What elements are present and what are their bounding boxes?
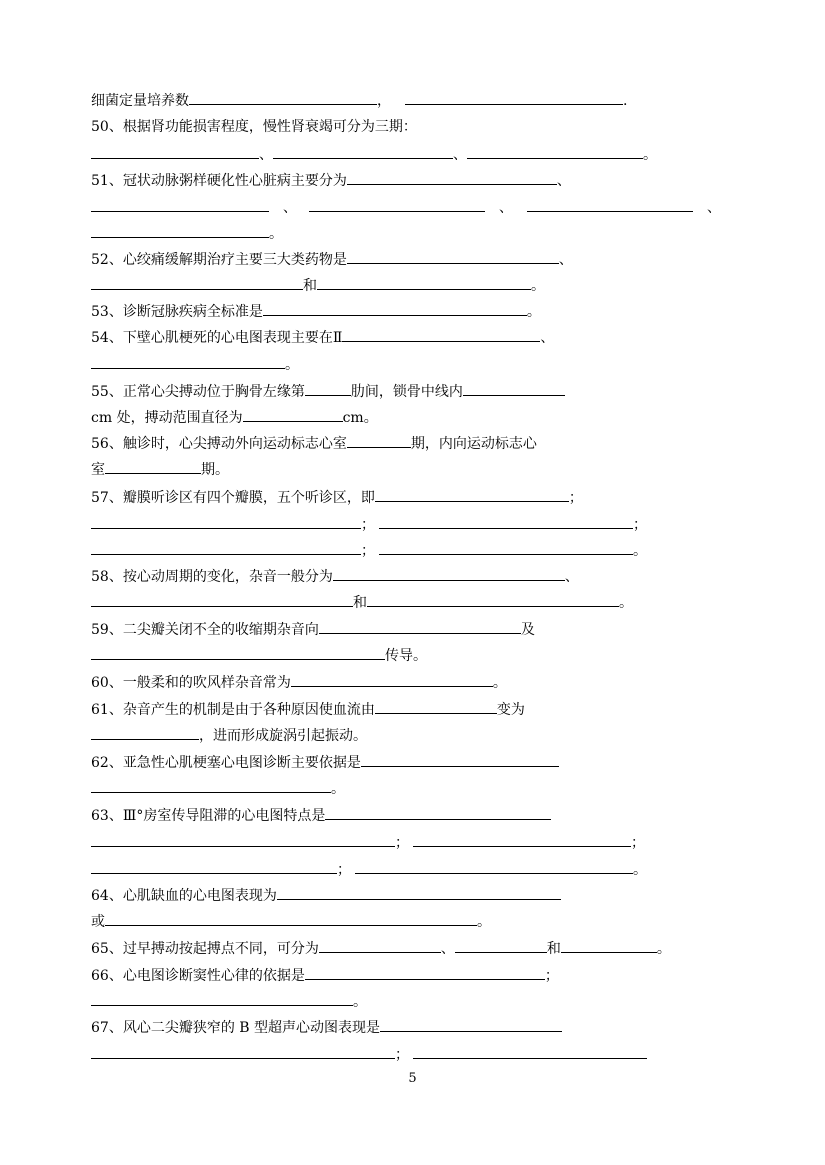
question-text: ； (395, 1047, 409, 1063)
question-text: 。 (285, 357, 299, 373)
blank[interactable] (291, 673, 493, 687)
question-text: ； (361, 517, 375, 533)
q58-line-1 (91, 567, 579, 585)
q54-line-2 (91, 355, 299, 373)
q61-line-2 (91, 726, 367, 744)
blank[interactable] (91, 198, 269, 212)
question-text: 和 (303, 278, 317, 294)
blank[interactable] (467, 145, 643, 159)
question-text: 。 (633, 862, 647, 878)
question-text: 51、冠状动脉粥样硬化性心脏病主要分为 (91, 173, 347, 189)
question-text: 55、正常心尖搏动位于胸骨左缘第 (91, 384, 305, 400)
question-text: ； (337, 862, 351, 878)
q61-line-1 (91, 700, 525, 718)
question-text: 60、一般柔和的吹风样杂音常为 (91, 675, 291, 691)
question-text: 变为 (496, 702, 525, 718)
question-text: 传导。 (385, 648, 427, 664)
question-text: 、 (440, 941, 455, 957)
question-text: 64、心肌缺血的心电图表现为 (91, 888, 277, 904)
q52-line-2 (91, 276, 545, 294)
q52-line-1 (91, 250, 573, 268)
blank[interactable] (91, 276, 303, 290)
question-text: ； (568, 490, 583, 506)
blank[interactable] (91, 355, 285, 369)
blank[interactable] (319, 620, 521, 634)
question-text: ； (633, 517, 647, 533)
q60-line-1 (91, 673, 507, 691)
question-text: 。 (643, 147, 657, 163)
question-text: 室 (91, 462, 105, 478)
blank[interactable] (405, 91, 623, 105)
question-text: 及 (520, 622, 535, 638)
blank[interactable] (273, 145, 453, 159)
question-text: 63、Ⅲ°房室传导阻滞的心电图特点是 (91, 808, 326, 824)
question-text: 61、杂音产生的机制是由于各种原因使血流由 (91, 702, 375, 718)
question-text: 。 (526, 304, 541, 320)
question-text: 65、过早搏动按起搏点不同，可分为 (91, 941, 319, 957)
question-text: ， (377, 93, 391, 109)
q66-line-1 (91, 966, 559, 984)
q54-line-1 (91, 328, 554, 346)
blank[interactable] (91, 224, 269, 238)
question-text: 、 (259, 147, 273, 163)
blank[interactable] (355, 860, 633, 874)
question-text: 56、触诊时，心尖搏动外向运动标志心室 (91, 436, 347, 452)
q63-line-3 (91, 860, 647, 878)
q55-line-1 (91, 382, 565, 400)
question-text: 。 (633, 543, 647, 559)
blank[interactable] (277, 886, 561, 900)
q57-line-1 (91, 488, 583, 506)
blank[interactable] (105, 460, 201, 474)
blank[interactable] (305, 382, 351, 396)
blank[interactable] (91, 779, 331, 793)
q50-line-2 (91, 145, 657, 163)
blank[interactable] (91, 646, 385, 660)
blank[interactable] (463, 382, 565, 396)
question-text: ，进而形成旋涡引起振动。 (199, 728, 367, 744)
question-text: 53、诊断冠脉疾病全标准是 (91, 304, 263, 320)
q55-line-2 (91, 408, 378, 426)
question-text: 59、二尖瓣关闭不全的收缩期杂音向 (91, 622, 319, 638)
blank[interactable] (413, 1045, 647, 1059)
blank[interactable] (342, 328, 540, 342)
question-text: 肋间，锁骨中线内 (350, 384, 463, 400)
q56-line-2 (91, 460, 229, 478)
blank[interactable] (379, 541, 633, 555)
blank[interactable] (347, 250, 559, 264)
blank[interactable] (375, 700, 497, 714)
question-text: 57、瓣膜听诊区有四个瓣膜，五个听诊区，即 (91, 490, 375, 506)
q49-line-1 (91, 91, 627, 109)
question-text: 期。 (201, 462, 229, 478)
question-text: 、 (499, 200, 513, 216)
blank[interactable] (91, 515, 361, 529)
q59-line-2 (91, 646, 427, 664)
question-text: 和 (353, 595, 367, 611)
question-text: 50、根据肾功能损害程度，慢性肾衰竭可分为三期： (91, 119, 417, 135)
blank[interactable] (347, 171, 557, 185)
question-text: 。 (353, 994, 367, 1010)
question-text: 54、下壁心肌梗死的心电图表现主要在Ⅱ (91, 330, 343, 346)
question-text: 67、风心二尖瓣狭窄的 B 型超声心动图表现是 (91, 1020, 381, 1036)
blank[interactable] (305, 966, 545, 980)
blank[interactable] (309, 198, 485, 212)
question-text: 。 (656, 941, 671, 957)
question-text: 。 (269, 226, 283, 242)
q63-line-2 (91, 833, 645, 851)
question-text: 期，内向运动标志心 (410, 436, 537, 452)
question-text: 。 (331, 781, 345, 797)
q59-line-1 (91, 620, 535, 638)
q57-line-3 (91, 541, 647, 559)
q58-line-2 (91, 593, 633, 611)
question-text: 、 (283, 200, 297, 216)
question-text: 和 (546, 941, 561, 957)
blank[interactable] (325, 806, 551, 820)
question-text: 。 (619, 595, 633, 611)
question-text: 66、心电图诊断窦性心律的依据是 (91, 968, 305, 984)
q63-line-1 (91, 806, 551, 824)
blank[interactable] (317, 276, 531, 290)
q67-line-1 (91, 1018, 562, 1036)
question-text: 细菌定量培养数 (91, 93, 189, 109)
question-text: ； (395, 835, 409, 851)
q62-line-2 (91, 779, 345, 797)
blank[interactable] (105, 912, 477, 926)
blank[interactable] (243, 408, 343, 422)
question-text: ； (361, 543, 375, 559)
question-text: 。 (477, 914, 491, 930)
question-text: cm 处，搏动范围直径为 (91, 410, 243, 426)
question-text: 58、按心动周期的变化，杂音一般分为 (91, 569, 333, 585)
blank[interactable] (367, 593, 619, 607)
question-text: 52、心绞痛缓解期治疗主要三大类药物是 (91, 252, 347, 268)
q53-line-1 (91, 302, 541, 320)
q56-line-1 (91, 434, 537, 452)
blank[interactable] (91, 833, 395, 847)
q65-line-1 (91, 939, 671, 957)
blank[interactable] (91, 726, 199, 740)
question-text: 、 (556, 173, 571, 189)
page-number: 5 (408, 1071, 417, 1086)
question-text: 、 (558, 252, 573, 268)
q51-line-1 (91, 171, 571, 189)
question-text: 。 (492, 675, 507, 691)
q50-line-1 (91, 118, 417, 136)
q62-line-1 (91, 753, 559, 771)
q67-line-2 (91, 1045, 647, 1063)
blank[interactable] (561, 939, 657, 953)
blank[interactable] (361, 753, 559, 767)
blank[interactable] (189, 91, 377, 105)
blank[interactable] (347, 434, 411, 448)
q64-line-1 (91, 886, 561, 904)
blank[interactable] (333, 567, 565, 581)
q51-line-3 (91, 224, 283, 242)
blank[interactable] (91, 992, 353, 1006)
q64-line-2 (91, 912, 491, 930)
question-text: ； (544, 968, 559, 984)
blank[interactable] (91, 860, 337, 874)
blank[interactable] (380, 1018, 562, 1032)
question-text: ； (631, 835, 645, 851)
blank[interactable] (91, 1045, 395, 1059)
blank[interactable] (91, 593, 353, 607)
blank[interactable] (375, 488, 569, 502)
blank[interactable] (413, 833, 631, 847)
question-text: 或 (91, 914, 105, 930)
blank[interactable] (263, 302, 527, 316)
question-text: 。 (531, 278, 545, 294)
blank[interactable] (319, 939, 441, 953)
blank[interactable] (379, 515, 633, 529)
question-text: 、 (707, 200, 721, 216)
question-text: 、 (540, 330, 555, 346)
blank[interactable] (455, 939, 547, 953)
blank[interactable] (527, 198, 693, 212)
blank[interactable] (91, 541, 361, 555)
q66-line-2 (91, 992, 367, 1010)
blank[interactable] (91, 145, 259, 159)
question-text: cm。 (342, 410, 378, 426)
q51-line-2 (91, 198, 721, 216)
question-text: . (623, 93, 628, 109)
question-text: 、 (564, 569, 579, 585)
question-text: 62、亚急性心肌梗塞心电图诊断主要依据是 (91, 755, 361, 771)
question-text: 、 (453, 147, 467, 163)
q57-line-2 (91, 515, 647, 533)
